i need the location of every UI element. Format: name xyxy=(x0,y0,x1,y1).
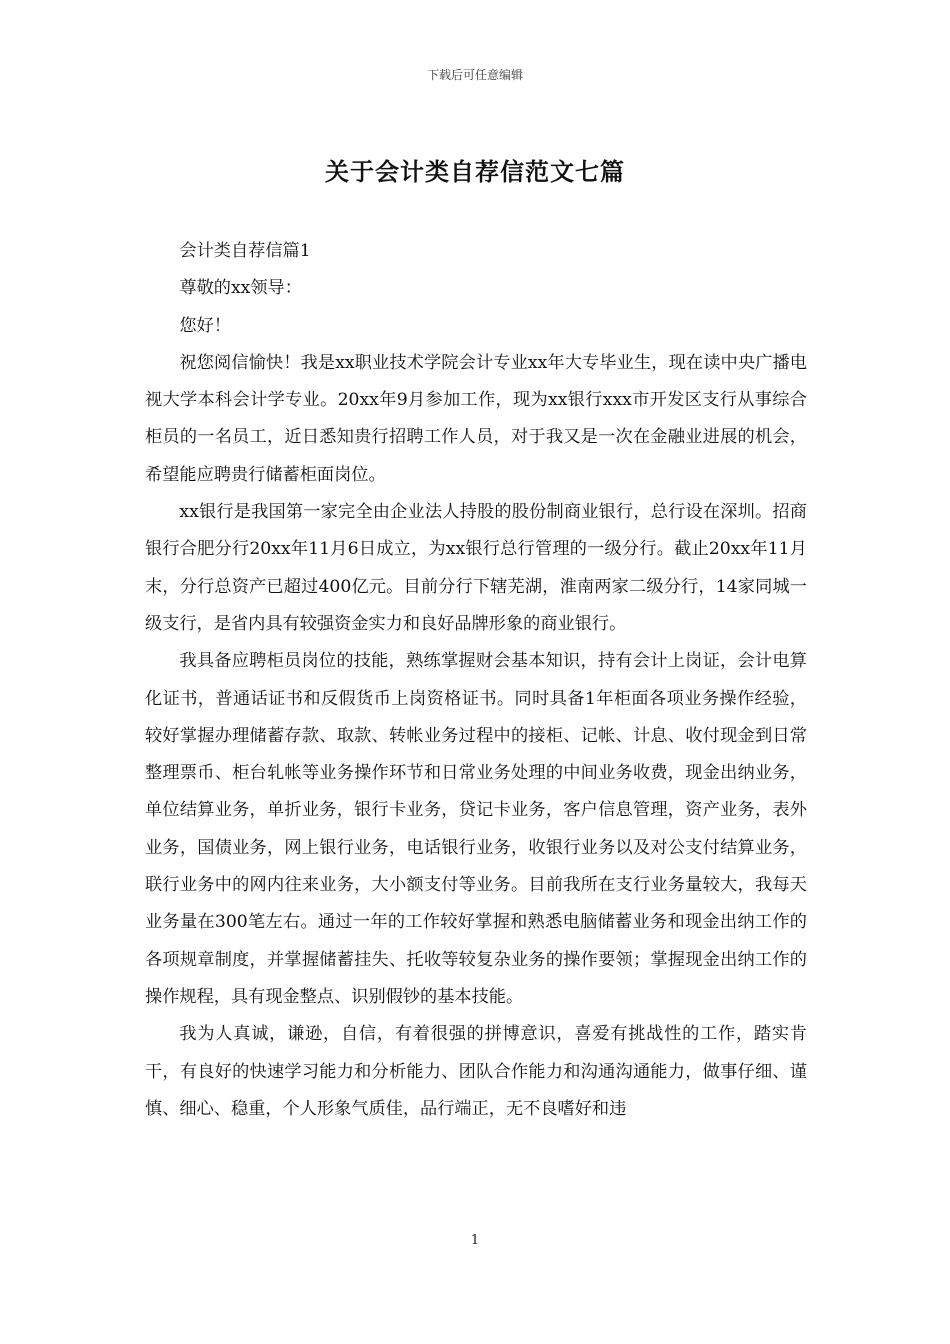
greeting: 您好！ xyxy=(179,315,231,336)
document-body xyxy=(145,233,807,1128)
body-paragraph: xx银行是我国第一家完全由企业法人持股的股份制商业银行，总行设在深圳。招商银行合肥分行20xx年11月6日成立，为xx银行总行管理的一级分行。截止20xx年11月末，分行总资产已超过400亿元。目前分行下辖芜湖，淮南两家二级分行，14家同城一级支行，是省内具有较强资金实力和良好品牌形象的商业银行。 xyxy=(145,502,807,634)
document-title: 关于会计类自荐信范文七篇 xyxy=(325,158,625,186)
body-paragraph: 祝您阅信愉快！我是xx职业技术学院会计专业xx年大专毕业生，现在读中央广播电视大学本科会计学专业。20xx年9月参加工作，现为xx银行xxx市开发区支行从事综合柜员的一名员工，近日悉知贵行招聘工作人员，对于我又是一次在金融业进展的机会，希望能应聘贵行储蓄柜面岗位。 xyxy=(145,352,807,485)
page-number: 1 xyxy=(470,1233,480,1248)
header-note: 下载后可任意编辑 xyxy=(426,68,523,82)
salutation: 尊敬的xx领导： xyxy=(179,278,302,299)
section-heading: 会计类自荐信篇1 xyxy=(179,241,311,261)
body-paragraph: 我为人真诚，谦逊，自信，有着很强的拼博意识，喜爱有挑战性的工作，踏实肯干，有良好的快速学习能力和分析能力、团队合作能力和沟通沟通能力，做事仔细、谨慎、细心、稳重，个人形象气质佳，品行端正，无不良嗜好和违 xyxy=(145,1024,807,1119)
body-paragraph: 我具备应聘柜员岗位的技能，熟练掌握财会基本知识，持有会计上岗证，会计电算化证书，普通话证书和反假货币上岗资格证书。同时具备1年柜面各项业务操作经验，较好掌握办理储蓄存款、取款、转帐业务过程中的接柜、记帐、计息、收付现金到日常整理票币、柜台轧帐等业务操作环节和日常业务处理的中间业务收费，现金出纳业务，单位结算业务，单折业务，银行卡业务，贷记卡业务，客户信息管理，资产业务，表外业务，国债业务，网上银行业务，电话银行业务，收银行业务以及对公支付结算业务，联行业务中的网内往来业务，大小额支付等业务。目前我所在支行业务量较大，我每天业务量在300笔左右。通过一年的工作较好掌握和熟悉电脑储蓄业务和现金出纳工作的各项规章制度，并掌握储蓄挂失、托收等较复杂业务的操作要领；掌握现金出纳工作的操作规程，具有现金整点、识别假钞的基本技能。 xyxy=(145,651,807,1007)
